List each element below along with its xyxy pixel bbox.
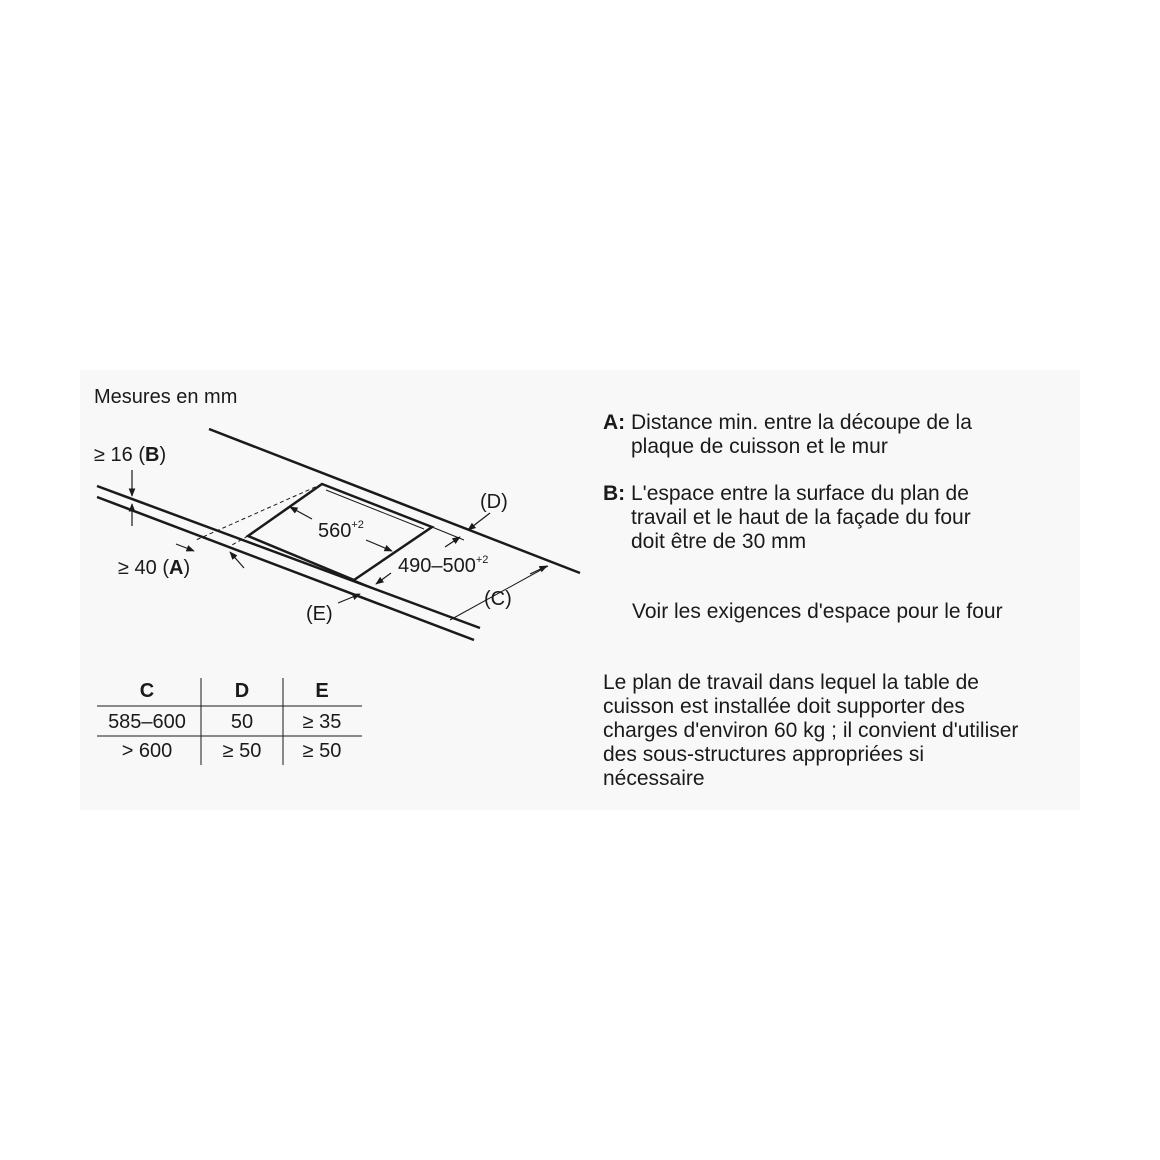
dashed-projection [196, 484, 322, 540]
note-load-line: nécessaire [603, 767, 705, 790]
depth-dim-line-2 [354, 580, 376, 589]
note-a-line: Distance min. entre la découpe de la [631, 411, 972, 434]
clearance-table [97, 678, 362, 765]
note-oven: Voir les exigences d'espace pour le four [632, 600, 1003, 623]
depth-dim-arrow-top [445, 537, 460, 547]
note-b-line: L'espace entre la surface du plan de [631, 482, 969, 505]
note-a-line: plaque de cuisson et le mur [631, 435, 888, 458]
e-leader [338, 594, 360, 603]
table-header-e: E [315, 680, 329, 702]
table-cell: ≥ 50 [222, 740, 262, 762]
a-dim-arrow-left [176, 544, 194, 551]
width-dim-arrow-right [366, 540, 392, 551]
e-label: (E) [306, 603, 333, 625]
note-load-line: des sous-structures appropriées si [603, 743, 924, 766]
table-cell: ≥ 50 [302, 740, 342, 762]
table-cell: 50 [230, 711, 254, 733]
table-cell: > 600 [121, 740, 173, 762]
c-dim-arrow [530, 566, 547, 574]
d-leader [468, 513, 490, 530]
width-dim-arrow-left [290, 507, 312, 519]
table-cell: ≥ 35 [302, 711, 342, 733]
note-a-key: A: [603, 411, 626, 434]
d-label: (D) [480, 491, 508, 513]
units-title: Mesures en mm [94, 386, 238, 408]
table-cell: 585–600 [108, 711, 186, 733]
note-load-line: cuisson est installée doit supporter des [603, 695, 965, 718]
a-dim-arrow-right [230, 552, 244, 568]
c-label: (C) [484, 588, 512, 610]
note-b [603, 482, 971, 554]
note-b-line: travail et le haut de la façade du four [631, 506, 971, 529]
depth-dim-arrow-bottom [376, 573, 391, 584]
note-load-line: Le plan de travail dans lequel la table de [603, 671, 979, 694]
note-a [603, 411, 972, 459]
table-header-c: C [139, 680, 155, 702]
a-label: ≥ 40 (A) [118, 557, 191, 579]
b-label: ≥ 16 (B) [94, 444, 167, 466]
width-label: $560^{+2}$ [318, 519, 364, 542]
table-header-d: D [234, 680, 250, 702]
note-b-line: doit être de 30 mm [631, 530, 807, 553]
note-load-line: charges d'environ 60 kg ; il convient d'utiliser [603, 719, 1019, 742]
note-load [603, 671, 1083, 791]
depth-label: $490-500^{+2}$ [398, 554, 489, 577]
note-b-key: B: [603, 482, 626, 505]
